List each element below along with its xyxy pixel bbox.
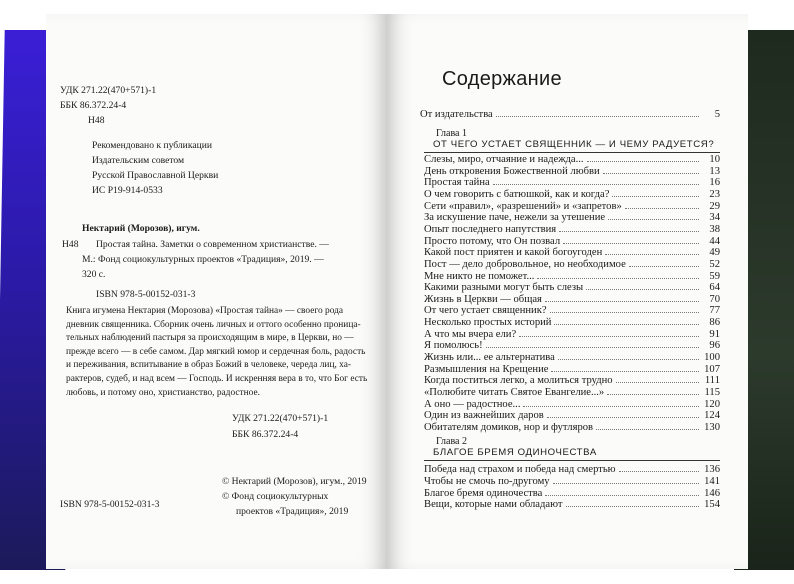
toc-entry-page: 23 xyxy=(709,188,720,200)
toc-entry-page: 49 xyxy=(709,247,720,259)
bbk-bottom: ББК 86.372.24-4 xyxy=(232,429,299,440)
toc-entry-page: 16 xyxy=(709,177,720,189)
toc-entry-title: Я помолюсь! xyxy=(424,340,483,352)
udk-bottom: УДК 271.22(470+571)-1 xyxy=(232,413,329,424)
author-name: Нектарий (Морозов), игум. xyxy=(82,223,200,234)
toc-entry-page: 86 xyxy=(709,317,720,329)
toc-entry-title: Победа над страхом и победа над смертью xyxy=(424,464,616,475)
copyright-line: проектов «Традиция», 2019 xyxy=(236,506,349,517)
toc-entry-title: Обитателям домиков, нор и футляров xyxy=(424,421,594,433)
toc-entry xyxy=(424,498,720,512)
toc-entry-title: Мне никто не поможет... xyxy=(424,270,535,282)
toc-entry-title: А что мы вчера ели? xyxy=(424,328,517,340)
book-description xyxy=(66,305,366,400)
chapter-title: БЛАГОЕ БРЕМЯ ОДИНОЧЕСТВА xyxy=(433,447,597,458)
toc-entry-page: 111 xyxy=(704,375,720,387)
toc-entry-page: 136 xyxy=(704,464,720,475)
toc-entry-page: 96 xyxy=(709,340,720,352)
catalog-line: М.: Фонд социокультурных проектов «Традиция», 2019. — xyxy=(82,254,324,265)
recommend-line: Рекомендовано к публикации xyxy=(92,140,212,151)
toc-title: Содержание xyxy=(442,68,562,90)
toc-entry-title: Жизнь или... ее альтернатива xyxy=(424,352,555,364)
copyright-line: © Нектарий (Морозов), игум., 2019 xyxy=(222,476,367,487)
toc-entry-title: Опыт последнего напутствия xyxy=(424,223,557,235)
toc-entry-page: 5 xyxy=(714,109,720,120)
description-line: рактеров, судеб, и над всем — Господь. И искренняя вера в то, что Бог есть xyxy=(66,373,368,384)
toc-entry-page: 13 xyxy=(709,165,720,177)
toc-entry-title: Пост — дело добровольное, но необходимое xyxy=(424,258,626,270)
toc-entry-page: 70 xyxy=(709,293,720,305)
toc-entry-page: 120 xyxy=(704,398,720,410)
chapter-rule xyxy=(424,460,720,461)
toc-entry-title: Благое бремя одиночества xyxy=(424,487,543,499)
toc-entry-page: 130 xyxy=(704,421,720,433)
toc-entry-title: За искушение паче, нежели за утешение xyxy=(424,212,606,224)
toc-entry-page: 29 xyxy=(709,200,720,212)
catalog-line: Простая тайна. Заметки о современном христианстве. — xyxy=(96,239,329,250)
description-line: Книга игумена Нектария (Морозова) «Простая тайна» — своего рода xyxy=(66,306,344,316)
toc-entry-title: Когда поститься легко, а молиться трудно xyxy=(424,375,613,387)
toc-entry-title: Простая тайна xyxy=(424,177,490,189)
toc-entry-page: 77 xyxy=(709,305,720,317)
toc-entry-title: Какими разными могут быть слезы xyxy=(424,282,584,294)
description-line: прежде всего — в себе самом. Дар мягкий юмор и сердечная боль, радость xyxy=(66,346,366,357)
bbk-top: ББК 86.372.24-4 xyxy=(60,100,127,111)
catalog-line: 320 с. xyxy=(82,269,106,280)
toc-entry-page: 59 xyxy=(709,270,720,282)
copyright-line: © Фонд социокультурных xyxy=(222,491,329,502)
toc-entry-title: Сети «правил», «разрешений» и «запретов» xyxy=(424,200,622,212)
toc-entry-page: 107 xyxy=(704,363,720,375)
toc-entry-page: 154 xyxy=(704,499,720,511)
toc-entry-page: 64 xyxy=(709,282,720,294)
toc-entry-title: А оно — радостное... xyxy=(424,398,521,410)
toc-entry-title: Жизнь в Церкви — общая xyxy=(424,293,542,305)
udk-top: УДК 271.22(470+571)-1 xyxy=(60,85,157,96)
toc-entry-title: Несколько простых историй xyxy=(424,317,552,329)
toc-entry-page: 34 xyxy=(709,212,720,224)
chapter-label: Глава 1 xyxy=(436,128,467,139)
toc-entry-title: О чем говорить с батюшкой, как и когда? xyxy=(424,188,610,200)
toc-entry-title: Слезы, миро, отчаяние и надежда... xyxy=(424,154,584,165)
toc-entry-title: Просто потому, что Он позвал xyxy=(424,235,561,247)
isbn-bottom: ISBN 978-5-00152-031-3 xyxy=(60,499,160,510)
chapter-label: Глава 2 xyxy=(436,436,467,447)
description-line: дневник священника. Сборник очень личных и оттого особенно проница- xyxy=(66,319,361,330)
toc-entry-title: Вещи, которые нами обладают xyxy=(424,499,563,511)
toc-entry-title: Размышления на Крещение xyxy=(424,363,549,375)
author-mark-top: Н48 xyxy=(88,115,105,126)
toc-entry xyxy=(420,108,720,122)
toc-entry-page: 115 xyxy=(704,387,720,398)
toc-entry-title: «Полюбите читать Святое Евангелие...» xyxy=(424,387,605,398)
toc-entry xyxy=(424,421,720,435)
toc-entry-page: 52 xyxy=(709,258,720,270)
toc-entry-page: 124 xyxy=(704,410,720,422)
chapter-title: ОТ ЧЕГО УСТАЕТ СВЯЩЕННИК — И ЧЕМУ РАДУЕТСЯ? xyxy=(433,139,715,150)
toc-entry-page: 44 xyxy=(709,235,720,247)
author-mark: Н48 xyxy=(62,239,79,250)
toc-entry-page: 141 xyxy=(704,475,720,487)
description-line: тельных наблюдений пастыря за происходящим в мире, в Церкви, но — xyxy=(66,333,354,344)
toc-entry-title: День откровения Божественной любви xyxy=(424,165,600,177)
isbn-mid: ISBN 978-5-00152-031-3 xyxy=(96,289,196,300)
recommend-line: Русской Православной Церкви xyxy=(92,170,219,181)
recommend-line: Издательским советом xyxy=(92,155,185,166)
toc-entry-page: 38 xyxy=(709,223,720,235)
toc-entry-page: 91 xyxy=(709,328,720,340)
recommend-line: ИС Р19-914-0533 xyxy=(92,185,163,196)
toc-entry-page: 10 xyxy=(709,154,720,165)
toc-entry-title: От издательства xyxy=(420,109,493,120)
toc-entry-title: Какой пост приятен и какой богоугоден xyxy=(424,247,603,259)
description-line: и переживания, вспитывание в образ Божий в человеке, череда лиц, ха- xyxy=(66,360,351,371)
toc-entry-title: Один из важнейших даров xyxy=(424,410,544,422)
toc-entry-page: 100 xyxy=(704,352,720,364)
toc-entry-page: 146 xyxy=(704,487,720,499)
toc-entry-title: От чего устает священник? xyxy=(424,305,547,317)
toc-entry-title: Чтобы не смочь по-другому xyxy=(424,475,550,487)
description-line: любовь, и потому оно, христианство, радостное. xyxy=(66,387,260,398)
